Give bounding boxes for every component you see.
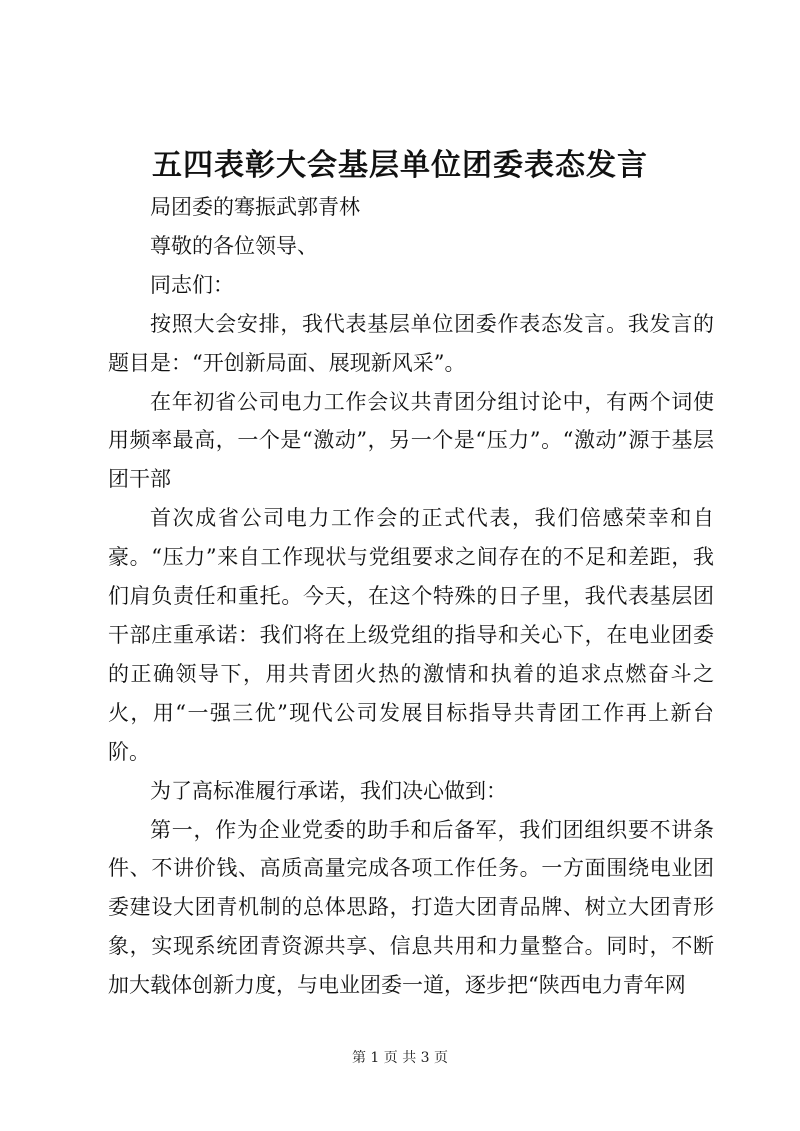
paragraph-point-one: 第一，作为企业党委的助手和后备军，我们团组织要不讲条件、不讲价钱、高质高量完成各项工作任务。一方面围绕电业团委建设大团青机制的总体思路，打造大团青品牌、树立大团青形象，实现系统团青资源共享、信息共用和力量整合。同时，不断加大载体创新力度，与电业团委一道，逐步把“陕西电力青年网 (108, 817, 714, 998)
paragraph-context: 在年初省公司电力工作会议共青团分组讨论中，有两个词使用频率最高，一个是“激动”，另一个是“压力”。“激动”源于基层团干部 (108, 389, 714, 492)
paragraph-salutation-1: 尊敬的各位领导、 (150, 233, 318, 258)
paragraph-intro: 按照大会安排，我代表基层单位团委作表态发言。我发言的题目是：“开创新局面、展现新风采”。 (108, 311, 714, 375)
document-body (108, 188, 714, 1005)
paragraph-resolve: 为了高标准履行承诺，我们决心做到： (150, 778, 507, 803)
paragraph-pledge: 首次成省公司电力工作会的正式代表，我们倍感荣幸和自豪。“压力”来自工作现状与党组要求之间存在的不足和差距，我们肩负责任和重托。今天，在这个特殊的日子里，我代表基层团干部庄重承诺：我们将在上级党组的指导和关心下，在电业团委的正确领导下，用共青团火热的激情和执着的追求点燃奋斗之火，用“一强三优”现代公司发展目标指导共青团工作再上新台阶。 (108, 506, 714, 764)
paragraph-author: 局团委的骞振武郭青林 (150, 195, 360, 219)
paragraph-salutation-2: 同志们： (150, 272, 234, 297)
document-title: 五四表彰大会基层单位团委表态发言 (152, 148, 648, 183)
page-number-footer: 第 1 页 共 3 页 (351, 1050, 449, 1066)
